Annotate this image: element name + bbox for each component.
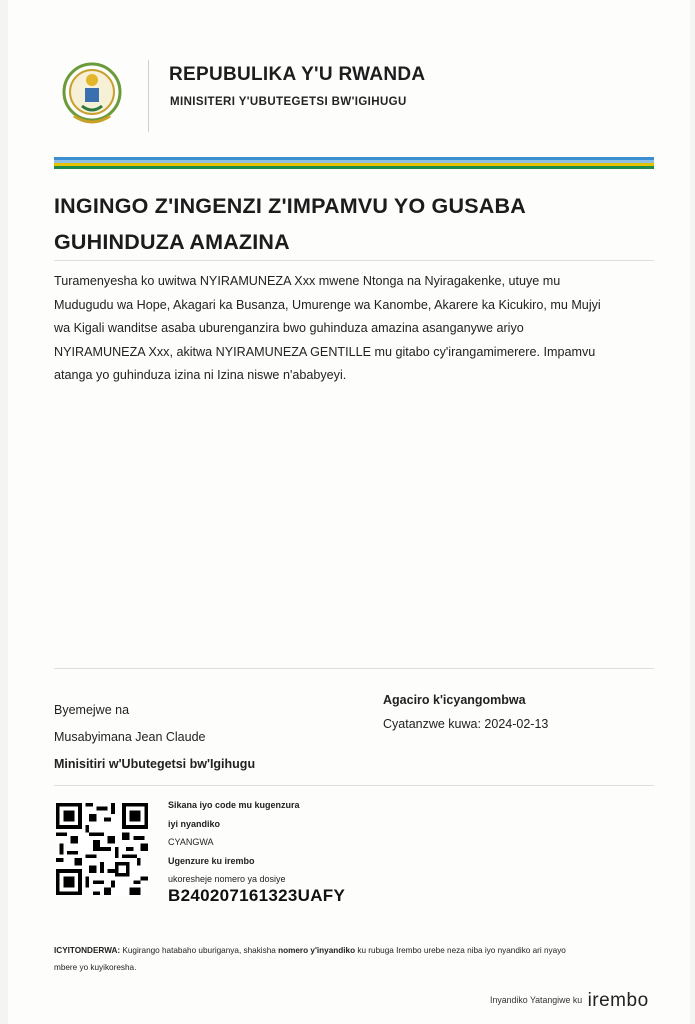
- footer: [490, 990, 649, 1012]
- verification-instructions: [168, 796, 300, 889]
- flag-stripe: [54, 157, 654, 170]
- footer-text: Inyandiko Yatangiwe ku: [490, 995, 583, 1005]
- body-line: NYIRAMUNEZA Xxx, akitwa NYIRAMUNEZA GENTILLE mu gitabo cy'irangamimerere. Impamvu: [54, 344, 596, 359]
- approver-name: Musabyimana Jean Claude: [54, 730, 206, 744]
- file-number-hint: ukoresheje nomero ya dosiye: [168, 874, 286, 884]
- warning-emphasis: nomero y'inyandiko: [278, 946, 356, 955]
- or-label: CYANGWA: [168, 837, 214, 847]
- issue-date: Cyatanzwe kuwa: 2024-02-13: [383, 717, 549, 731]
- approval-label: Byemejwe na: [54, 703, 130, 717]
- warning-note: [54, 942, 644, 976]
- approval-block: [54, 697, 255, 778]
- body-line: atanga yo guhinduza izina ni Izina niswe n'ababyeyi.: [54, 368, 347, 382]
- signature-divider: [54, 668, 654, 669]
- body-line: Mudugudu wa Hope, Akagari ka Busanza, Umurenge wa Kanombe, Akarere ka Kicukiro, mu Mujyi: [54, 297, 601, 312]
- verification-divider: [54, 785, 654, 786]
- file-number: B240207161323UAFY: [168, 886, 346, 905]
- validity-block: [383, 688, 548, 736]
- document-title-line: GUHINDUZA AMAZINA: [54, 230, 290, 254]
- scan-instruction: Sikana iyo code mu kugenzura: [168, 800, 300, 810]
- warning-line-2: mbere yo kuyikoresha.: [54, 963, 137, 972]
- rwanda-coat-of-arms-icon: [60, 58, 124, 130]
- republic-title: REPUBULIKA Y'U RWANDA: [169, 64, 426, 85]
- body-line: Turamenyesha ko uwitwa NYIRAMUNEZA Xxx mwene Ntonga na Nyiragakenke, utuye mu: [54, 274, 561, 288]
- qr-code[interactable]: [56, 800, 148, 898]
- title-divider: [54, 260, 654, 261]
- flag-stripe-green: [54, 166, 654, 169]
- irembo-logo: irembo: [587, 990, 649, 1011]
- document-page: [8, 0, 690, 1024]
- irembo-verify-label: Ugenzure ku irembo: [168, 855, 255, 866]
- body-line: wa Kigali wanditse asaba uburenganzira bwo guhinduza amazina asanganywe ariyo: [54, 321, 524, 335]
- warning-text: Kugirango hatabaho uburiganya, shakisha: [120, 946, 279, 955]
- document-body: [54, 270, 654, 388]
- validity-label: Agaciro k'icyangombwa: [383, 693, 526, 707]
- header-divider: [148, 60, 149, 132]
- warning-text-2: ku rubuga Irembo urebe neza niba iyo nyandiko ari nyayo: [355, 946, 566, 955]
- scan-instruction-cont: iyi nyandiko: [168, 818, 221, 829]
- ministry-title: MINISITERI Y'UBUTEGETSI BW'IGIHUGU: [170, 96, 407, 108]
- document-title-line: INGINGO Z'INGENZI Z'IMPAMVU YO GUSABA: [54, 194, 526, 218]
- document-title: [54, 188, 654, 260]
- warning-label: ICYITONDERWA:: [54, 946, 121, 955]
- approver-role: Minisitiri w'Ubutegetsi bw'Igihugu: [54, 757, 256, 771]
